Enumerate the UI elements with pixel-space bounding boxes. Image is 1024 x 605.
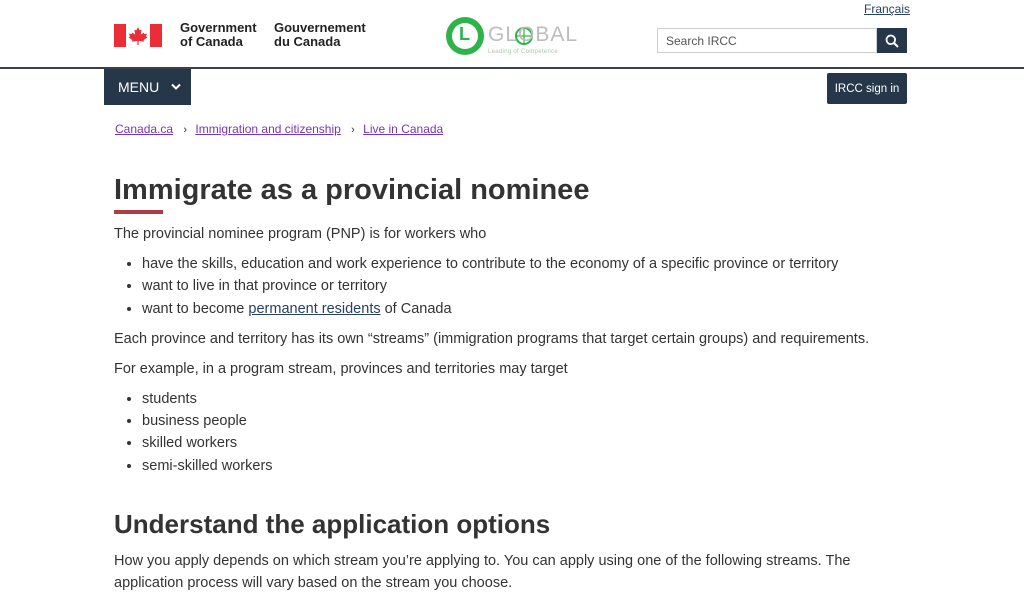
search-button[interactable] [877,28,907,53]
bullet3-suffix: of Canada [380,300,452,317]
breadcrumb-link-canada[interactable]: Canada.ca [115,122,174,136]
logo-tagline: Leading of Competence [488,49,559,55]
government-signature-fr [274,21,366,49]
streams-paragraph: Each province and territory has its own “streams” (immigration programs that target certain groups) and requirements. [114,330,870,347]
example-paragraph: For example, in a program stream, provinces and territories may target [114,360,568,377]
breadcrumb [115,122,443,136]
signature-fr-line1: Gouvernement [274,20,366,35]
logo-word: GLOBAL [488,23,579,46]
canada-flag-icon [114,24,162,47]
chevron-right-icon: › [183,124,188,136]
list-item: • students [142,388,914,410]
page-title: Immigrate as a provincial nominee [114,174,590,206]
list-item: • have the skills, education and work experience to contribute to the economy of a specific province or territory [142,253,914,275]
title-underline-bar [114,210,163,214]
site-header [0,0,1024,68]
signature-en-line1: Government [180,20,257,35]
breadcrumb-link-immigration[interactable]: Immigration and citizenship [195,122,341,136]
list-item: • want to live in that province or territory [142,275,914,297]
main-content [114,170,914,594]
chevron-down-icon [171,83,181,91]
section-heading: Understand the application options [114,509,551,540]
section-paragraph: How you apply depends on which stream you’re applying to. You can apply using one of the following streams. The application process will vary based on the stream you choose. [114,553,851,592]
list-item: • semi-skilled workers [142,455,914,477]
breadcrumb-link-live-in-canada[interactable]: Live in Canada [363,122,444,136]
list-item: • business people [142,410,914,432]
ircc-sign-in-button[interactable]: IRCC sign in [827,73,907,104]
list-item: • skilled workers [142,432,914,454]
eligibility-list [114,253,914,320]
signature-fr-line2: du Canada [274,34,341,49]
bullet3-prefix: want to become [142,300,249,317]
intro-paragraph: The provincial nominee program (PNP) is for workers who [114,226,487,242]
list-item [142,298,914,320]
logo-letter: L [459,24,470,44]
signature-en-line2: of Canada [180,34,243,49]
language-toggle-link[interactable]: Français [864,2,911,16]
search-input[interactable] [657,28,877,53]
menu-label: MENU [118,79,160,95]
permanent-residents-link[interactable]: permanent residents [248,300,381,317]
government-signature-en [180,21,257,49]
menu-button[interactable] [104,69,191,105]
target-groups-list [114,388,914,477]
chevron-right-icon: › [351,124,355,136]
search-icon [885,34,899,48]
